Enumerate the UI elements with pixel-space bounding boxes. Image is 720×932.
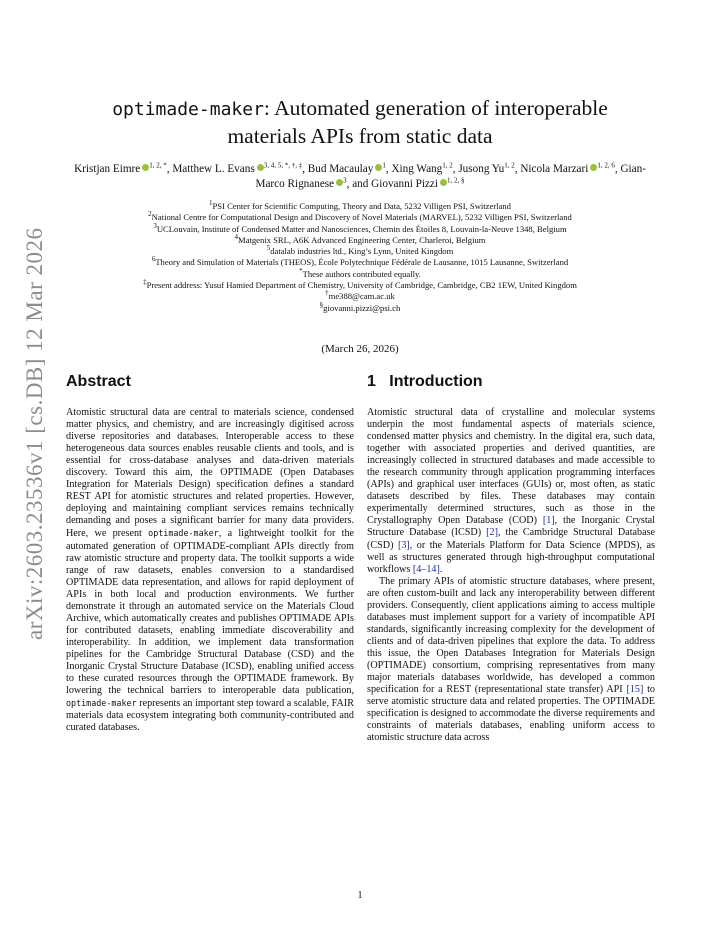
affiliation-item <box>30 300 690 314</box>
affiliation-text: PSI Center for Scientific Computing, Theory and Data, 5232 Villigen PSI, Switzerland <box>212 201 511 211</box>
affiliation-item <box>30 291 690 302</box>
intro-text: The primary APIs of atomistic structure databases, where present, are often custom-built and lack any interoperability between different providers. Consequently, client applications aiming to access multiple databases must implement support for a variety of incompatible API standards, significantly increasing complexity for the development of clients and of data-driven pipelines that explore the data. To address this issue, the Open Databases Integration for Materials Design (OPTIMADE) consortium, comprising representatives from many major materials databases worldwide, has developed a common specification for a REST (representational state transfer) API <box>367 575 655 696</box>
orcid-icon[interactable] <box>257 164 264 171</box>
abstract-paragraph <box>66 407 354 734</box>
abstract-text: Atomistic structural data are central to materials science, condensed matter physics, and chemistry, and are increasingly digitised across diverse repositories and databases. Interoperable access to these heterogeneous data sources enables reusable clients and tools, and is essential for cross-database analyses and data-driven materials discovery. Toward this aim, the OPTIMADE (Open Databases Integration for Materials Design) specification defines a standard REST API for atomistic structures and related properties. However, deploying and maintaining compliant services remains technically demanding and poses a significant barrier for many data providers. Here, we present <box>66 407 354 540</box>
affiliation-mark: ‡ <box>143 278 147 287</box>
intro-text: . <box>439 563 443 575</box>
title-tool-name: optimade-maker <box>112 99 264 120</box>
author-affiliation-marks: 1, 2, * <box>149 161 167 170</box>
author-name: Nicola Marzari <box>520 163 589 175</box>
introduction-heading <box>367 373 655 393</box>
affiliation-item <box>30 246 690 257</box>
affiliation-text: Theory and Simulation of Materials (THEOS), École Polytechnique Fédérale de Lausanne, 1015 Lausanne, Switzerland <box>155 257 569 268</box>
intro-paragraph-1 <box>367 407 655 576</box>
affiliation-item <box>30 280 690 291</box>
intro-paragraph-2 <box>367 576 655 745</box>
affiliation-item <box>30 235 690 246</box>
affiliation-list <box>30 201 690 314</box>
page-number: 1 <box>357 890 363 901</box>
author-list: Kristjan Eimre $^{1, 2, *}$, Matthew L. Evans $^{3, 4, 5, *, \dagger, \ddagger}$, Bud Macaulay $^1$, Xing Wang$^{1, 2}$, Jusong Yu$^{1, 2}$, Nicola Marzari $^{1, 2, 6}$, Gian-Marco Rignanese $^3$, and Giovanni Pizzi $^{1, 2, \S}$ <box>74 161 646 190</box>
affiliation-item <box>30 257 690 268</box>
affiliation-text: Matgenix SRL, A6K Advanced Engineering Center, Charleroi, Belgium <box>238 234 486 245</box>
affiliation-item <box>30 266 690 280</box>
author-affiliation-marks: 1 <box>382 161 386 170</box>
author-name: Matthew L. Evans <box>172 163 255 175</box>
author-affiliation-marks: 1, 2 <box>442 161 453 170</box>
citation-link[interactable]: [2] <box>486 527 498 539</box>
affiliation-text: National Centre for Computational Design and Discovery of Novel Materials (MARVEL), 5232 Villigen PSI, Switzerland <box>151 212 572 223</box>
affiliation-mark: 3 <box>153 221 157 230</box>
email-link[interactable]: me388@cam.ac.uk <box>328 291 395 302</box>
affiliation-mark: 1 <box>209 199 213 208</box>
abstract-heading: Abstract <box>66 373 131 390</box>
arxiv-identifier-stamp: arXiv:2603.23536v1 [cs.DB] 12 Mar 2026 <box>22 227 47 640</box>
author-affiliation-marks: 3 <box>343 176 347 185</box>
affiliation-mark: † <box>325 289 329 298</box>
affiliation-text: These authors contributed equally. <box>302 268 421 279</box>
author-name: and Giovanni Pizzi <box>352 178 438 190</box>
author-affiliation-marks: 1, 2 <box>504 161 515 170</box>
intro-text: , the Cambridge Structural Database (CSD) <box>367 527 656 551</box>
citation-link[interactable]: [1] <box>542 515 555 527</box>
affiliation-mark: 2 <box>148 210 152 219</box>
intro-text: , the Inorganic Crystal Structure Database (ICSD) <box>367 515 655 539</box>
affiliation-mark: * <box>299 266 303 275</box>
affiliation-item <box>30 212 690 223</box>
author-affiliation-marks: 3, 4, 5, *, †, ‡ <box>263 161 303 170</box>
citation-link[interactable]: [3] <box>397 539 410 551</box>
intro-text: , or the Materials Platform for Data Science (MPDS), as well as structures generated through high-throughput computational workflows <box>367 539 655 575</box>
citation-link[interactable]: [15] <box>626 684 644 696</box>
intro-text: Atomistic structural data of crystalline and molecular systems underpin the most fundamental aspects of materials science, condensed matter physics and chemistry. In the digital era, such data, together with associated properties and derived quantities, are increasingly collected in structured databases and made accessible to the research community through application programming interfaces (APIs) and graphical user interfaces (GUIs) or, most often, as static datasets described by files. These databases may contain experimentally determined structures, such as those in the Crystallography Open Database (COD) <box>367 407 655 527</box>
author-name: Kristjan Eimre <box>74 163 141 175</box>
affiliation-text: UCLouvain, Institute of Condensed Matter and Nanosciences, Chemin des Étoiles 8, Louvain-la-Neuve 1348, Belgium <box>156 223 567 234</box>
affiliation-mark: 5 <box>266 244 271 253</box>
affiliation-mark: § <box>319 300 324 309</box>
abstract-tool-name: optimade-maker <box>66 698 137 709</box>
affiliation-item <box>30 201 690 212</box>
abstract-tool-name: optimade-maker <box>148 528 219 539</box>
author-name: Jusong Yu <box>458 163 505 175</box>
author-affiliation-marks: 1, 2, 6 <box>597 161 615 170</box>
email-link[interactable]: giovanni.pizzi@psi.ch <box>323 302 401 313</box>
paper-title <box>60 95 660 150</box>
author-affiliation-marks: 1, 2, § <box>446 176 465 185</box>
abstract-section <box>66 373 354 734</box>
title-line-2: materials APIs from static data <box>227 124 493 148</box>
abstract-text: represents an important step toward a scalable, FAIR materials data ecosystem integrating both community-contributed and curated databases. <box>66 698 354 734</box>
intro-text: to serve atomistic structure data and related properties. The OPTIMADE specification is designed to accommodate the diverse requirements and constraints of materials databases, enabling uniform access to atomistic structure data across <box>367 684 655 744</box>
affiliation-text: Present address: Yusuf Hamied Department of Chemistry, University of Cambridge, Cambridge, CB2 1EW, United Kingdom <box>146 280 577 291</box>
affiliation-item <box>30 221 690 235</box>
orcid-icon[interactable] <box>440 179 447 186</box>
affiliation-text: datalab industries ltd., King’s Lynn, United Kingdom <box>270 246 454 257</box>
citation-link[interactable]: [4–14] <box>412 563 440 575</box>
abstract-text: , a lightweight toolkit for the automated generation of OPTIMADE-compliant APIs directly from raw atomistic structure and property data. The toolkit supports a wide range of raw datasets, enables conversion to a standardised OPTIMADE data representation, and allows for rapid deployment of APIs in both local and production environments. We further demonstrate it through an automated service on the Materials Cloud Archive, which automatically creates and publishes OPTIMADE APIs for contributed datasets, enabling immediate discoverability and interoperability. In addition, we implement data transformation pipelines for the Cambridge Structural Database (CSD) and the Inorganic Crystal Structure Database (ICSD), enabling unified access to these curated resources through the OPTIMADE framework. By lowering the technical barriers to interoperable data publication, <box>66 528 355 697</box>
section-number: 1 <box>367 373 376 390</box>
affiliation-mark: 4 <box>234 233 239 242</box>
title-line-1: : Automated generation of interoperable <box>263 96 608 120</box>
author-name: Xing Wang <box>391 163 443 175</box>
introduction-section <box>367 373 655 744</box>
publication-date: (March 26, 2026) <box>321 343 399 355</box>
section-title: Introduction <box>389 373 483 390</box>
author-name: Bud Macaulay <box>307 163 374 175</box>
affiliation-mark: 6 <box>151 255 156 264</box>
author-name: Gian-Marco Rignanese <box>255 163 646 190</box>
